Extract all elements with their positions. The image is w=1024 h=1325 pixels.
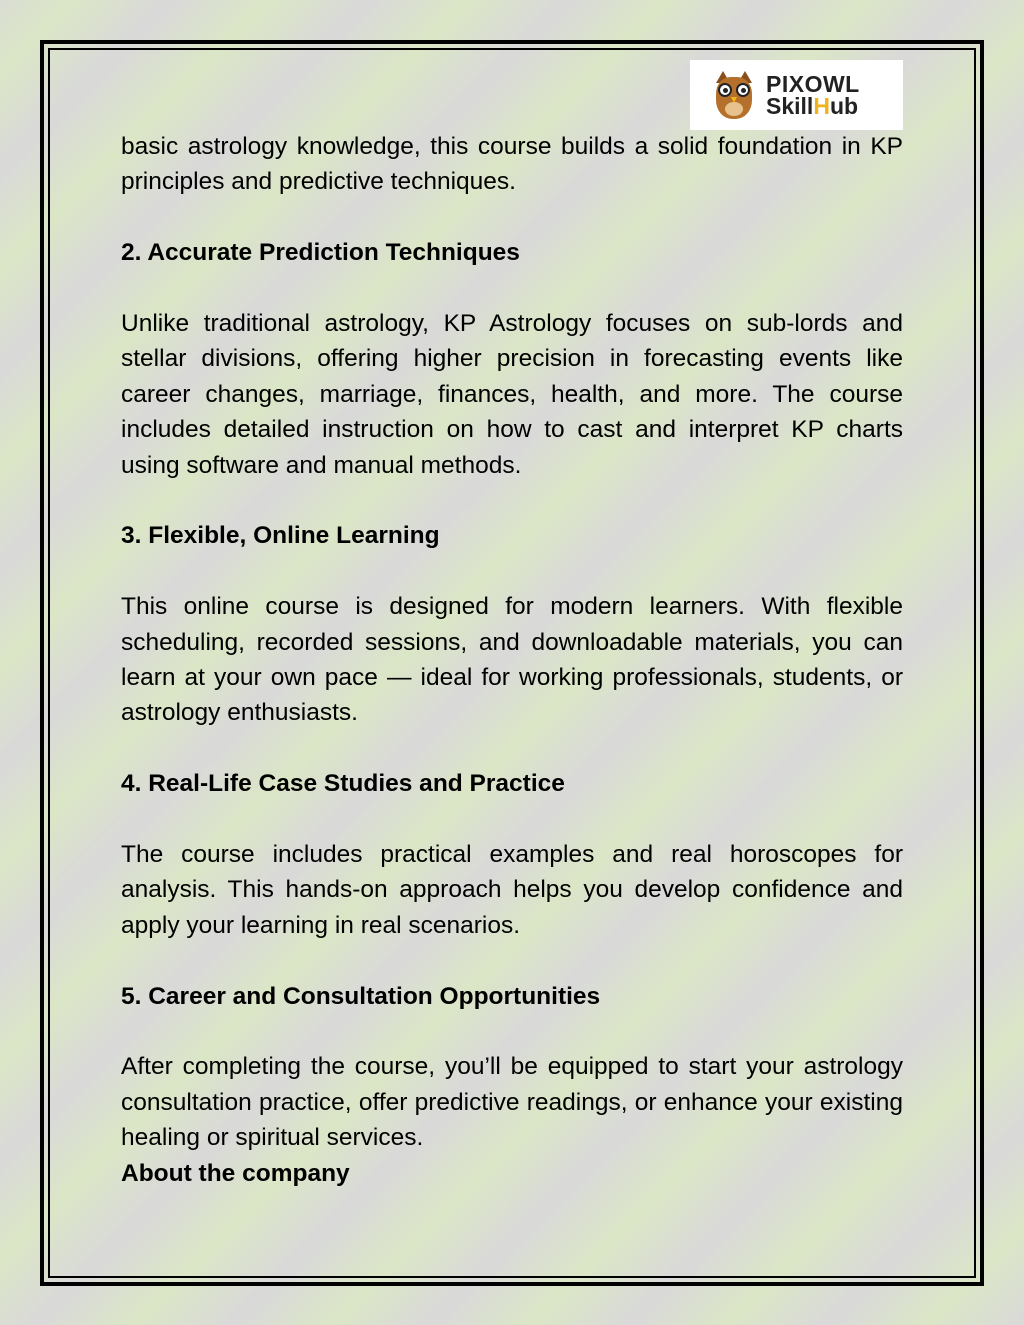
owl-icon — [712, 69, 756, 121]
intro-continuation: basic astrology knowledge, this course builds a solid foundation in KP principles and predictive techniques. — [121, 133, 903, 196]
section-body-flexible-learning: This online course is designed for modern learners. With flexible scheduling, recorded sessions, and downloadable materials, you can learn at your own pace — ideal for working professionals, students, or astrology enthusiasts. — [121, 593, 903, 727]
pixowl-skillhub-logo — [690, 60, 903, 130]
logo-line2: SkillHub — [766, 93, 859, 119]
about-company-heading: About the company — [121, 1159, 350, 1187]
section-body-accurate-prediction: Unlike traditional astrology, KP Astrology focuses on sub-lords and stellar divisions, offering higher precision in forecasting events like career changes, marriage, finances, health, and more. The course includes detailed instruction on how to cast and interpret KP charts using software and manual methods. — [121, 310, 903, 479]
logo-line1: PIXOWL — [766, 71, 860, 97]
section-body-career: After completing the course, you’ll be equipped to start your astrology consultation practice, offer predictive readings, or enhance your existing healing or spiritual services. — [121, 1053, 903, 1152]
section-heading-accurate-prediction: 2. Accurate Prediction Techniques — [121, 239, 520, 267]
section-heading-case-studies: 4. Real-Life Case Studies and Practice — [121, 770, 565, 798]
logo-wordmark — [766, 73, 860, 117]
document-body — [121, 129, 903, 1191]
section-heading-career: 5. Career and Consultation Opportunities — [121, 982, 601, 1010]
section-heading-flexible-learning: 3. Flexible, Online Learning — [121, 522, 440, 550]
section-body-case-studies: The course includes practical examples and real horoscopes for analysis. This hands-on approach helps you develop confidence and apply your learning in real scenarios. — [121, 841, 903, 939]
